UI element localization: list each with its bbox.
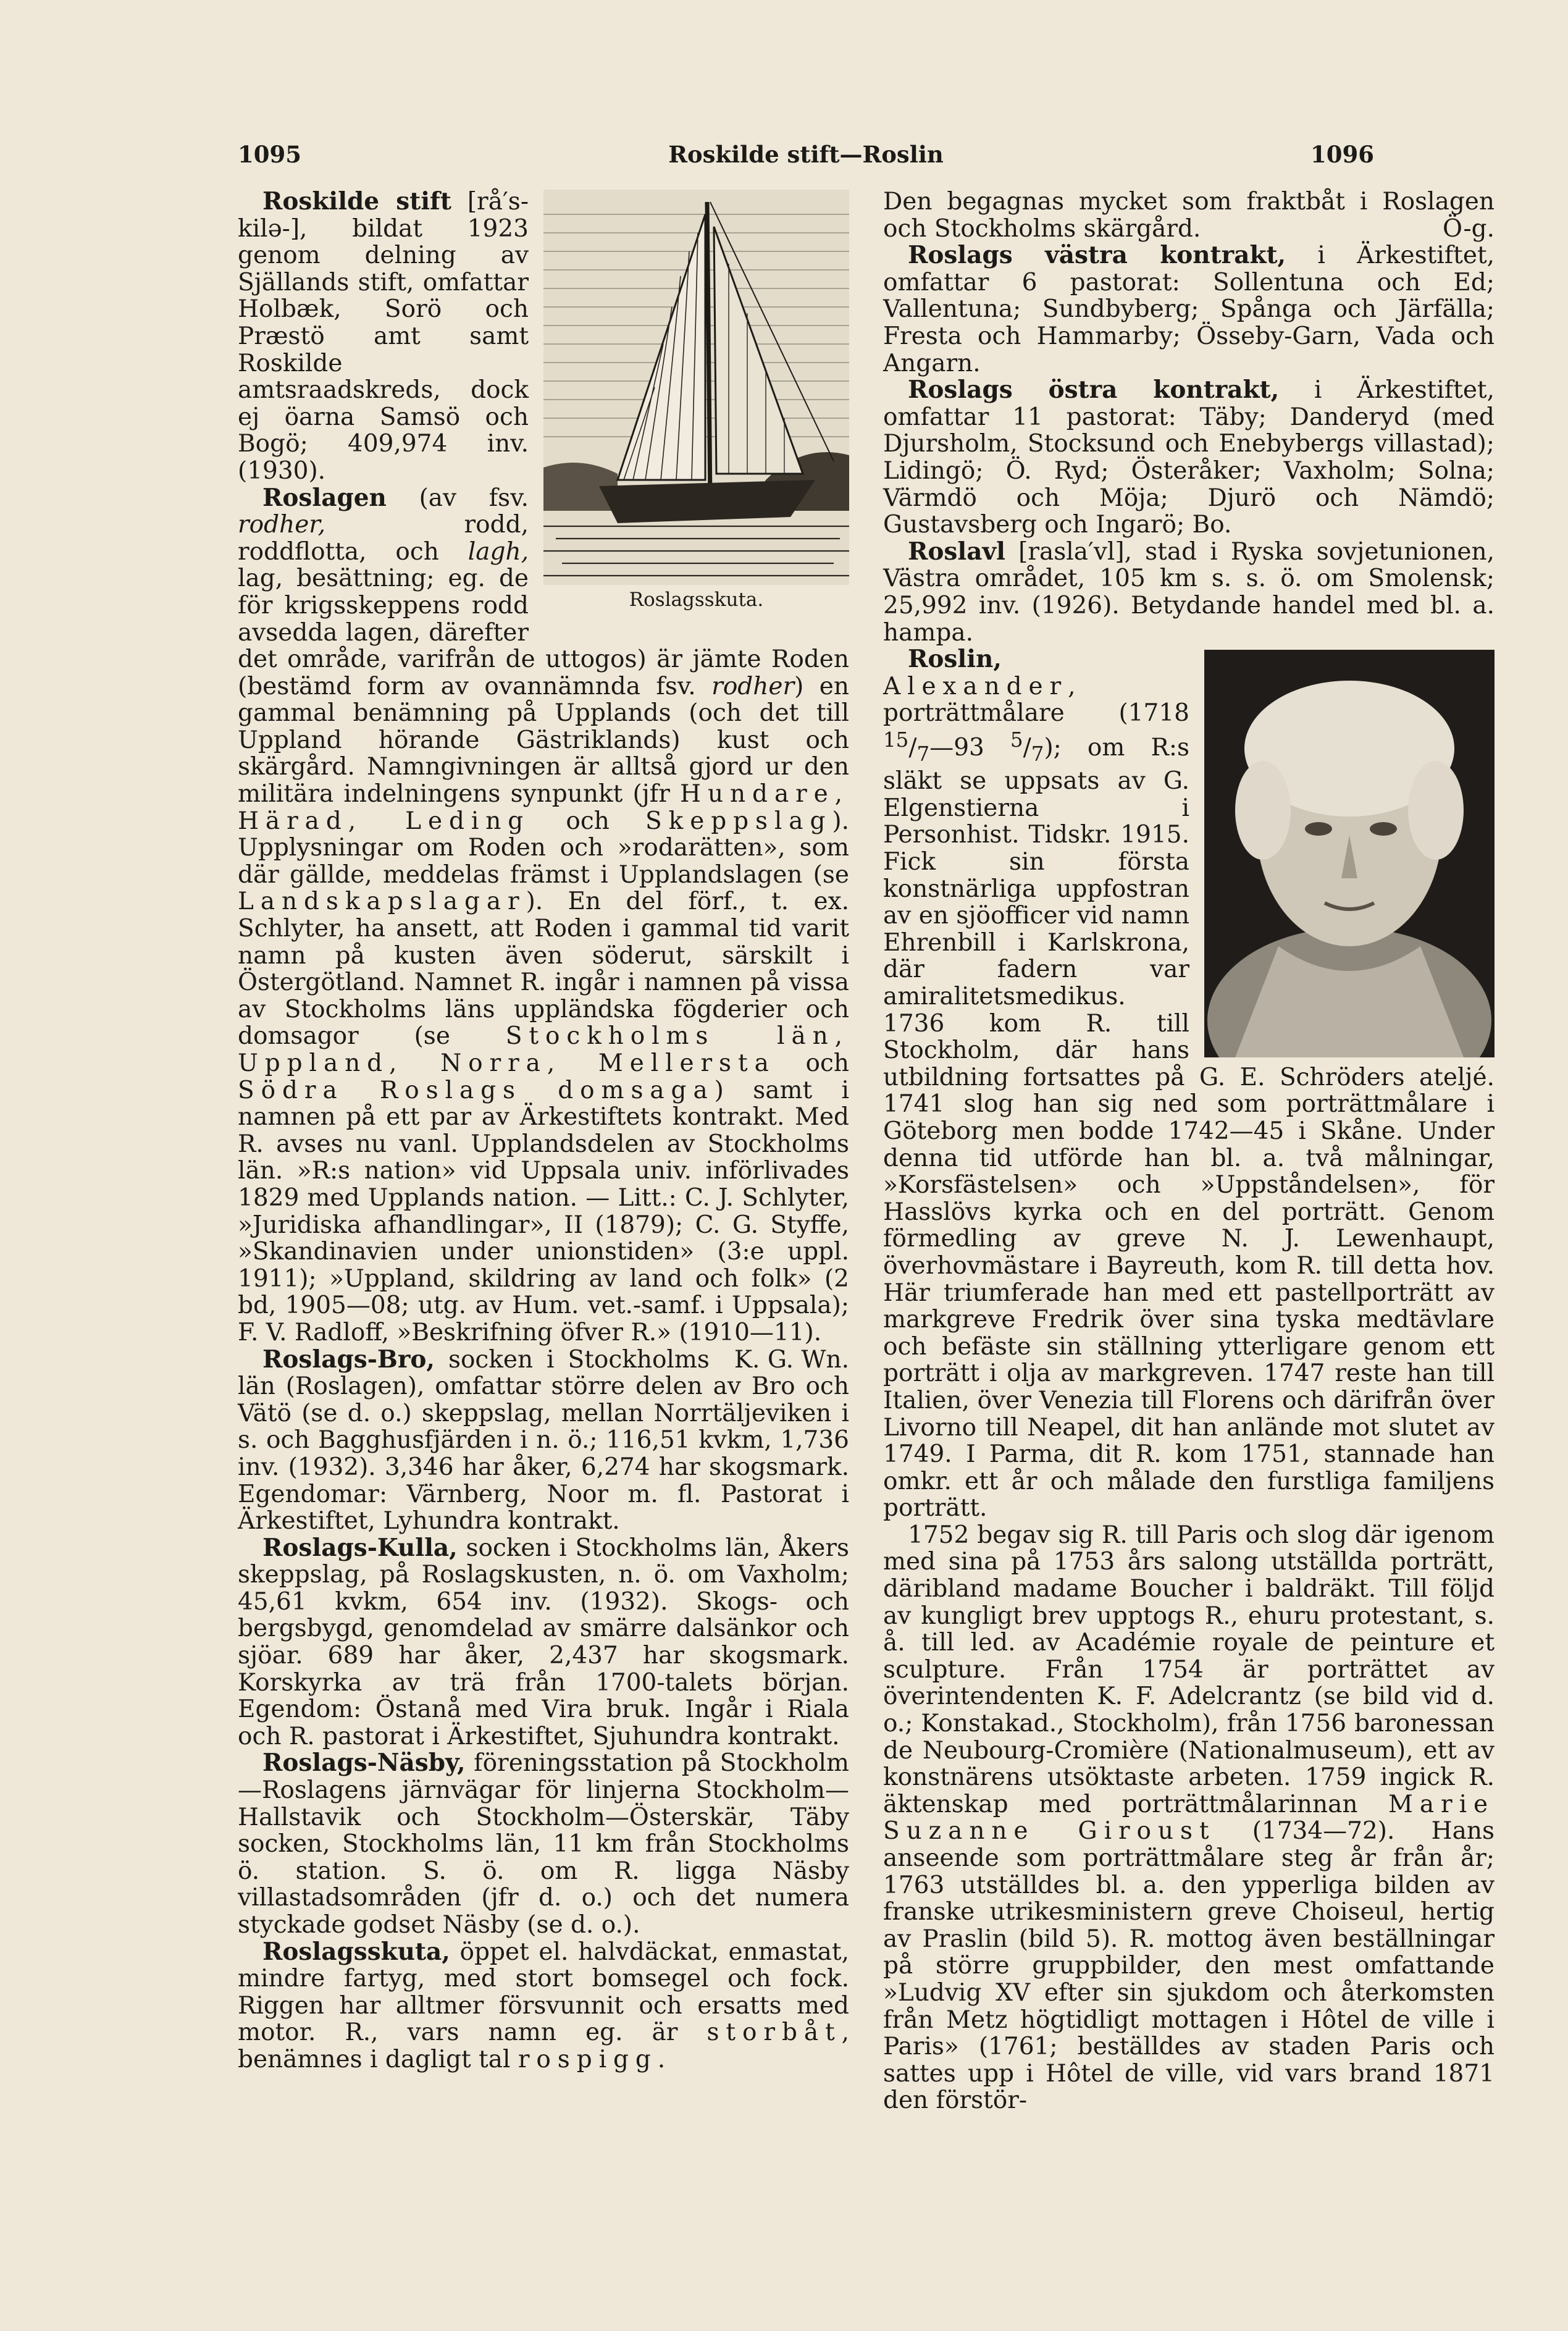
headword: Roslags västra kontrakt, [908,241,1286,270]
entry-roslagen: Roslagen (av fsv. rodher, rodd, roddflotta, och lagh, lag, besättning; eg. de för krigsskeppens rodd avsedda lagen, därefter det område, varifrån de uttogos) är jämte Roden (bestämd form av ovannämnda fsv. rodher) en gammal benämning på Upplands (och det till Uppland hörande Gästriklands) kust och skärgård. Namngivningen är alltså gjord ur den militära indelningens synpunkt (jfr Hundare, Härad, Leding och Skeppslag). Upplysningar om Roden och »rodarätten», som där gällde, meddelas främst i Upplandslagen (se Landskapslagar). En del förf., t. ex. Schlyter, ha ansett, att Roden i gammal tid varit namn på kusten även söderut, särskilt i Östergötland. Namnet R. ingår i namnen på vissa av Stockholms läns uppländska fögderier och domsagor (se Stockholms län, Uppland, Norra, Mellersta och Södra Roslags domsaga) samt i namnen på ett par av Ärkestiftets kontrakt. Med R. avses nu vanl. Upplandsdelen av Stockholms län. »R:s nation» vid Uppsala univ. införlivades 1829 med Upplands nation. — Litt.: C. J. Schlyter, »Juridiska afhandlingar», II (1879); C. G. Styffe, »Skandinavien under unionstiden» (3:e uppl. 1911); »Uppland, skildring av land och folk» (2 bd, 1905—08; utg. av Hum. vet.-samf. i Uppsala); F. V. Radloff, »Beskrifning öfver R.» (1910—11). K. G. Wn. [238,483,849,1374]
headword: Roslags-Kulla, [262,1533,458,1562]
portrait-engraving-icon [1204,650,1495,1057]
entry-roslin: Roslin, Alexander, porträttmålare (1718 $^{15}/_7—93$ $^5/_7$); om R:s släkt se uppsats av G. Elgenstierna i Personhist. Tidskr. 1915. Fick sin första konstnärliga uppfostran av en sjöofficer vid namn Ehrenbill i Karlskrona, där fadern var amiralitetsmedikus. 1736 kom R. till Stockholm, där hans utbildning fortsattes på G. E. Schröders ateljé. 1741 slog han sig ned som porträttmålare i Göteborg men bodde 1742—45 i Skåne. Under denna tid utförde han bl. a. två målningar, »Korsfästelsen» och »Uppståndelsen», för Hasslövs kyrka och en del porträtt. Genom förmedling av greve N. J. Lewenhaupt, överhovmästare i Bayreuth, kom R. till detta hov. Här triumferade han med ett pastellporträtt av markgreve Fredrik över sina tyska medtävlare och befäste sin ställning ytterligare genom ett porträtt i olja av markgreven. 1747 reste han till Italien, över Venezia till Florens och därifrån över Livorno till Neapel, dit han anlände mot slutet av 1749. I Parma, dit R. kom 1751, stannade han omkr. ett år och målade den furstliga familjens porträtt. [883,645,1495,1522]
headword: Roskilde stift [262,187,451,216]
page-number-left: 1095 [238,141,301,168]
headword: Roslagsskuta, [262,1937,450,1966]
entry-roslags-ostra-kontrakt: Roslags östra kontrakt, i Ärkestiftet, omfattar 11 pastorat: Täby; Danderyd (med Djursholm, Stocksund och Enebybergs villastad); Lidingö; Ö. Ryd; Österåker; Vaxholm; Solna; Värmdö och Möja; Djurö och Nämdö; Gustavsberg och Ingarö; Bo. [883,376,1495,539]
right-column [883,188,1495,2227]
left-column [238,188,849,2227]
running-header [238,141,1374,178]
author-signature: Ö-g. [1443,214,1495,243]
entry-roslags-nasby: Roslags-Näsby, föreningsstation på Stockholm—Roslagens järnvägar för linjerna Stockholm—Hallstavik och Stockholm—Österskär, Täby socken, Stockholms län, 11 km från Stockholms ö. station. S. ö. om R. ligga Näsby villastadsområden (jfr d. o.) och det numera styckade godset Näsby (se d. o.). [238,1749,849,1939]
page-number-right: 1096 [1310,141,1374,168]
entry-roslagsskuta: Roslagsskuta, öppet el. halvdäckat, enmastat, mindre fartyg, med stort bomsegel och fock. Riggen har alltmer försvunnit och ersatts med motor. R., vars namn eg. är storbåt, benämnes i dagligt tal rospigg. [238,1937,849,2073]
headword: Roslags-Bro, [262,1345,435,1374]
entry-continuation: Den begagnas mycket som fraktbåt i Roslagen och Stockholms skärgård. Ö-g. [883,188,1495,243]
author-signature: K. G. Wn. [734,1345,849,1374]
running-title: Roskilde stift—Roslin [668,141,944,168]
headword: Roslags-Näsby, [262,1749,466,1778]
figure-roslagsskuta [543,190,849,618]
headword: Roslagen [262,483,387,512]
entry-roslavl: Roslavl [rasla′vl], stad i Ryska sovjetunionen, Västra området, 105 km s. s. ö. om Smolensk; 25,992 inv. (1926). Betydande handel med bl. a. hampa. [883,537,1495,647]
entry-roslags-bro: Roslags-Bro, socken i Stockholms län (Roslagen), omfattar större delen av Bro och Vätö (se d. o.) skeppslag, mellan Norrtäljeviken i s. och Bagghusfjärden i n. ö.; 116,51 kvkm, 1,736 inv. (1932). 3,346 har åker, 6,274 har skogsmark. Egendomar: Värnberg, Noor m. fl. Pastorat i Ärkestiftet, Lyhundra kontrakt. [238,1345,849,1535]
entry-roslags-vastra-kontrakt: Roslags västra kontrakt, i Ärkestiftet, omfattar 6 pastorat: Sollentuna och Ed; Vallentuna; Sundbyberg; Spånga och Järfälla; Fresta och Hammarby; Össeby-Garn, Vada och Angarn. [883,241,1495,377]
headword: Roslavl [908,537,1005,566]
figure-caption: Roslagsskuta. [629,589,764,611]
headword: Roslags östra kontrakt, [908,376,1280,405]
headword: Roslin, [908,645,1002,674]
entry-roslin-continued: 1752 begav sig R. till Paris och slog där igenom med sina på 1753 års salong utställda porträtt, däribland madame Boucher i baldräkt. Till följd av kungligt brev upptogs R., ehuru protestant, s. å. till led. av Académie royale de peinture et sculpture. Från 1754 är porträttet av överintendenten K. F. Adelcrantz (se bild vid d. o.; Konstakad., Stockholm), från 1756 baronessan de Neubourg-Cromière (Nationalmuseum), ett av konstnärens utsöktaste arbeten. 1759 ingick R. äktenskap med porträttmålarinnan Marie Suzanne Giroust (1734—72). Hans anseende som porträttmålare steg år från år; 1763 utställdes bl. a. den ypperliga bilden av franske utrikesministern greve Choiseul, hertig av Praslin (bild 5). R. mottog även beställningar på större gruppbilder, den mest omfattande »Ludvig XV efter sin sjukdom och återkomsten från Metz högtidligt mottagen i Hôtel de ville i Paris» (1761; beställdes av staden Paris och sattes upp i Hôtel de ville, vid vars brand 1871 den förstör- [883,1521,1495,2115]
entry-roskilde-stift: Roskilde stift [rå′s-kilə-], bildat 1923 genom delning av Själlands stift, omfattar Holbæk, Sorö och Præstö amt samt Roskilde amtsraadskreds, dock ej öarna Samsö och Bogö; 409,974 inv. (1930). [238,187,529,485]
sailing-ship-engraving-icon [543,190,849,585]
entry-roslags-kulla: Roslags-Kulla, socken i Stockholms län, Åkers skeppslag, på Roslagskusten, n. ö. om Vaxholm; 45,61 kvkm, 654 inv. (1932). Skogs- och bergsbygd, genomdelad av smärre dalsänkor och sjöar. 689 har åker, 2,437 har skogsmark. Korskyrka av trä från 1700-talets början. Egendom: Östanå med Vira bruk. Ingår i Riala och R. pastorat i Ärkestiftet, Sjuhundra kontrakt. [238,1533,849,1750]
